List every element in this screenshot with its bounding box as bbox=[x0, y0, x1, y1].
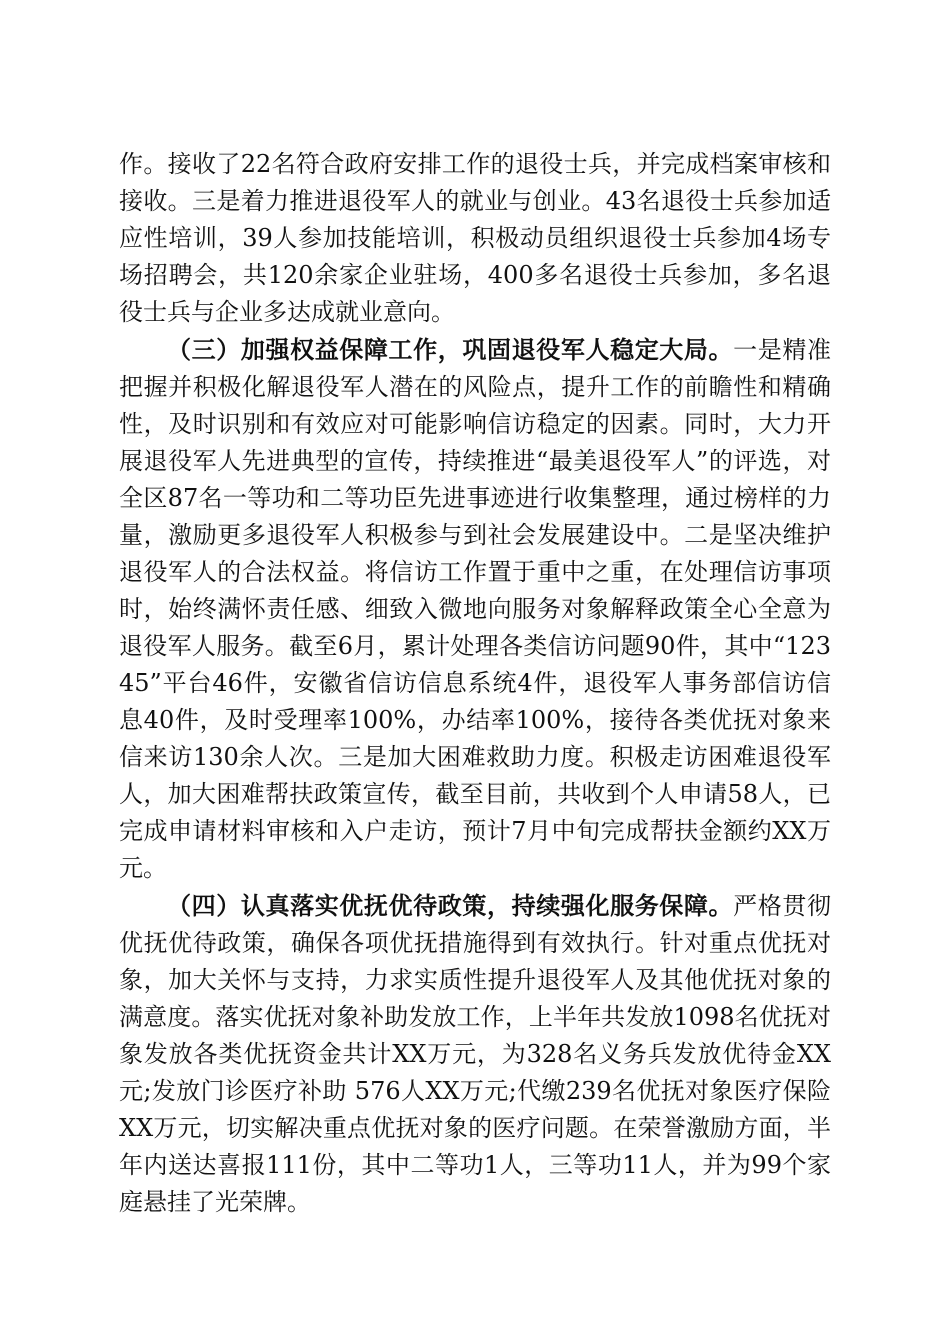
paragraph-body: 一是精准把握并积极化解退役军人潜在的风险点，提升工作的前瞻性和精确性，及时识别和有效应对可能影响信访稳定的因素。同时，大力开展退役军人先进典型的宣传，持续推进“最美退役军人”的评选，对全区87名一等功和二等功臣先进事迹进行收集整理，通过榜样的力量，激励更多退役军人积极参与到社会发展建设中。二是坚决维护退役军人的合法权益。将信访工作置于重中之重，在处理信访事项时，始终满怀责任感、细致入微地向服务对象解释政策全心全意为退役军人服务。截至6月，累计处理各类信访问题90件，其中“12345”平台46件，安徽省信访信息系统4件，退役军人事务部信访信息40件，及时受理率100%，办结率100%，接待各类优抚对象来信来访130余人次。三是加大困难救助力度。积极走访困难退役军人，加大困难帮扶政策宣传，截至目前，共收到个人申请58人，已完成申请材料审核和入户走访，预计7月中旬完成帮扶金额约XX万元。 bbox=[119, 336, 832, 882]
paragraph-body: 作。接收了22名符合政府安排工作的退役士兵，并完成档案审核和接收。三是着力推进退役军人的就业与创业。43名退役士兵参加适应性培训，39人参加技能培训，积极动员组织退役士兵参加4场专场招聘会，共120余家企业驻场，400多名退役士兵参加，多名退役士兵与企业多达成就业意向。 bbox=[119, 150, 831, 326]
paragraph-body: 严格贯彻优抚优待政策，确保各项优抚措施得到有效执行。针对重点优抚对象，加大关怀与支持，力求实质性提升退役军人及其他优抚对象的满意度。落实优抚对象补助发放工作，上半年共发放1098名优抚对象发放各类优抚资金共计XX万元，为328名义务兵发放优待金XX元;发放门诊医疗补助 576人XX万元;代缴239名优抚对象医疗保险XX万元，切实解决重点优抚对象的医疗问题。在荣誉激励方面，半年内送达喜报111份，其中二等功1人，三等功11人，并为99个家庭悬挂了光荣牌。 bbox=[119, 892, 832, 1216]
paragraph-preferential-policy bbox=[119, 887, 831, 1221]
paragraph-continuation bbox=[119, 146, 831, 331]
section-heading-three: （三）加强权益保障工作，巩固退役军人稳定大局。 bbox=[167, 335, 734, 364]
section-heading-four: （四）认真落实优抚优待政策，持续强化服务保障。 bbox=[167, 891, 734, 920]
document-page bbox=[119, 146, 831, 1221]
paragraph-rights-protection bbox=[119, 331, 831, 887]
